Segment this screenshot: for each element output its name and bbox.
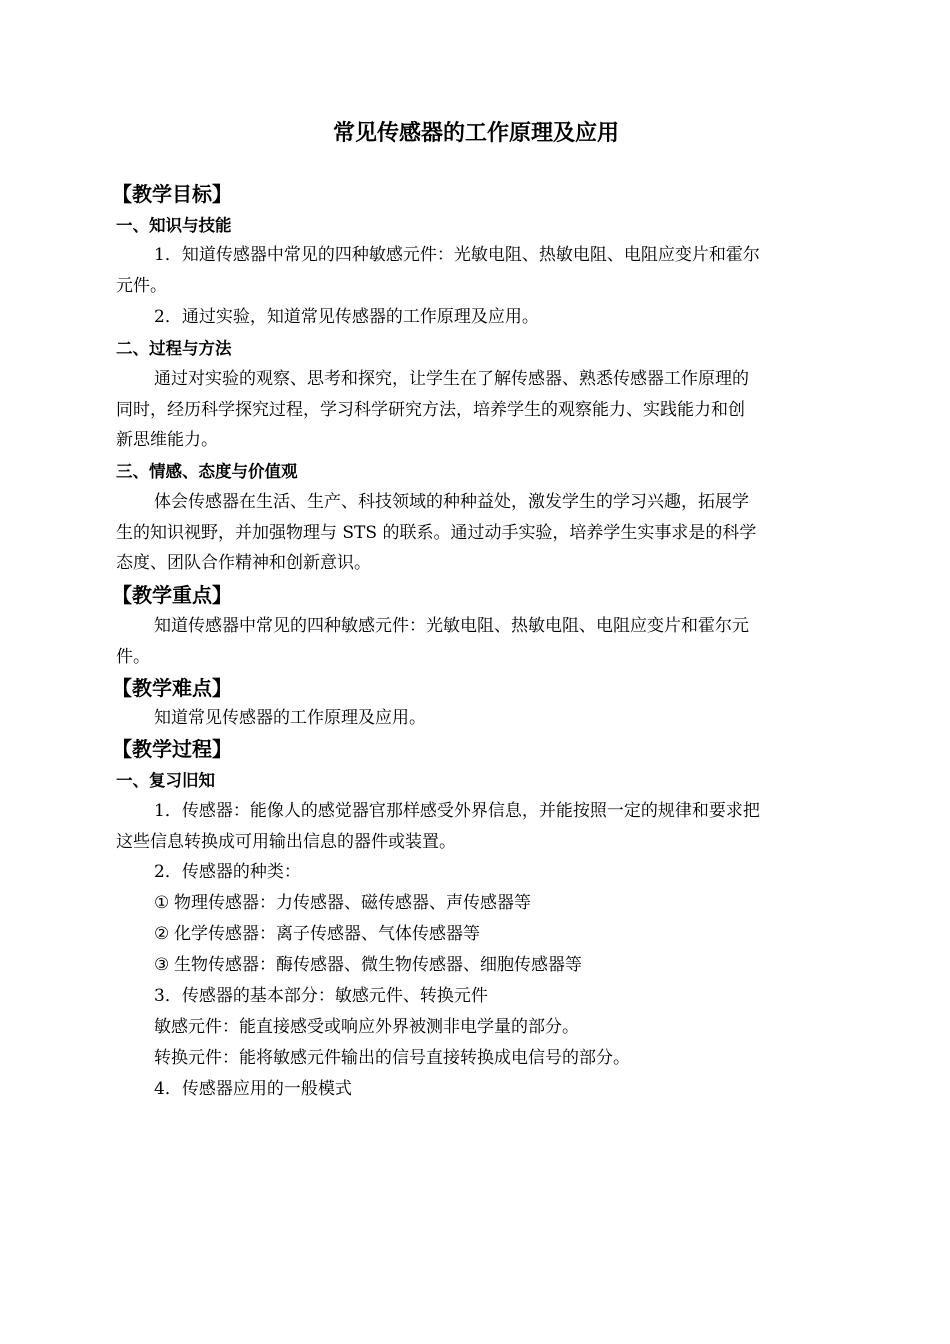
list-item-text: 化学传感器：离子传感器、气体传感器等	[174, 924, 480, 944]
list-item-text: 生物传感器：酶传感器、微生物传感器、细胞传感器等	[174, 955, 582, 975]
section-heading-teaching-process: 【教学过程】	[112, 737, 232, 761]
paragraph-line: 4．传感器应用的一般模式	[154, 1079, 352, 1099]
list-item	[116, 888, 836, 919]
paragraph-line: 同时，经历科学探究过程，学习科学研究方法，培养学生的观察能力、实践能力和创	[116, 400, 745, 420]
subheading-process-method: 二、过程与方法	[116, 339, 232, 358]
document-title: 常见传感器的工作原理及应用	[332, 121, 619, 146]
paragraph-line: 2．通过实验，知道常见传感器的工作原理及应用。	[154, 307, 539, 327]
section-heading-key-points: 【教学重点】	[112, 583, 232, 607]
list-marker: ①	[154, 893, 170, 913]
paragraph-line: 知道传感器中常见的四种敏感元件：光敏电阻、热敏电阻、电阻应变片和霍尔元	[154, 616, 749, 636]
paragraph-line: 体会传感器在生活、生产、科技领域的种种益处，激发学生的学习兴趣，拓展学	[154, 492, 749, 512]
paragraph-line: 态度、团队合作精神和创新意识。	[116, 553, 371, 573]
paragraph-line: 元件。	[116, 276, 167, 296]
paragraph-line: 敏感元件：能直接感受或响应外界被测非电学量的部分。	[154, 1017, 579, 1037]
paragraph-line: 2．传感器的种类：	[154, 862, 301, 882]
subheading-emotion: 三、情感、态度与价值观	[116, 462, 298, 481]
list-marker: ②	[154, 924, 170, 944]
section-heading-objectives: 【教学目标】	[112, 182, 232, 206]
subheading-review: 一、复习旧知	[116, 771, 215, 790]
list-marker: ③	[154, 955, 170, 975]
paragraph-line: 新思维能力。	[116, 430, 218, 450]
list-item	[116, 919, 836, 950]
section-heading-difficulties: 【教学难点】	[112, 676, 232, 700]
list-item	[116, 950, 836, 981]
list-item-text: 物理传感器：力传感器、磁传感器、声传感器等	[174, 893, 531, 913]
paragraph-line: 这些信息转换成可用输出信息的器件或装置。	[116, 832, 456, 852]
paragraph-line: 转换元件：能将敏感元件输出的信号直接转换成电信号的部分。	[154, 1048, 630, 1068]
paragraph-line: 通过对实验的观察、思考和探究，让学生在了解传感器、熟悉传感器工作原理的	[154, 369, 749, 389]
paragraph-line: 件。	[116, 647, 150, 667]
paragraph-line: 3．传感器的基本部分：敏感元件、转换元件	[154, 986, 488, 1006]
paragraph-line: 1．知道传感器中常见的四种敏感元件：光敏电阻、热敏电阻、电阻应变片和霍尔	[154, 245, 760, 265]
subheading-knowledge: 一、知识与技能	[116, 216, 232, 235]
paragraph-line: 知道常见传感器的工作原理及应用。	[154, 708, 426, 728]
paragraph-line: 生的知识视野，并加强物理与 STS 的联系。通过动手实验，培养学生实事求是的科学	[116, 523, 757, 543]
paragraph-line: 1．传感器：能像人的感觉器官那样感受外界信息，并能按照一定的规律和要求把	[154, 801, 760, 821]
